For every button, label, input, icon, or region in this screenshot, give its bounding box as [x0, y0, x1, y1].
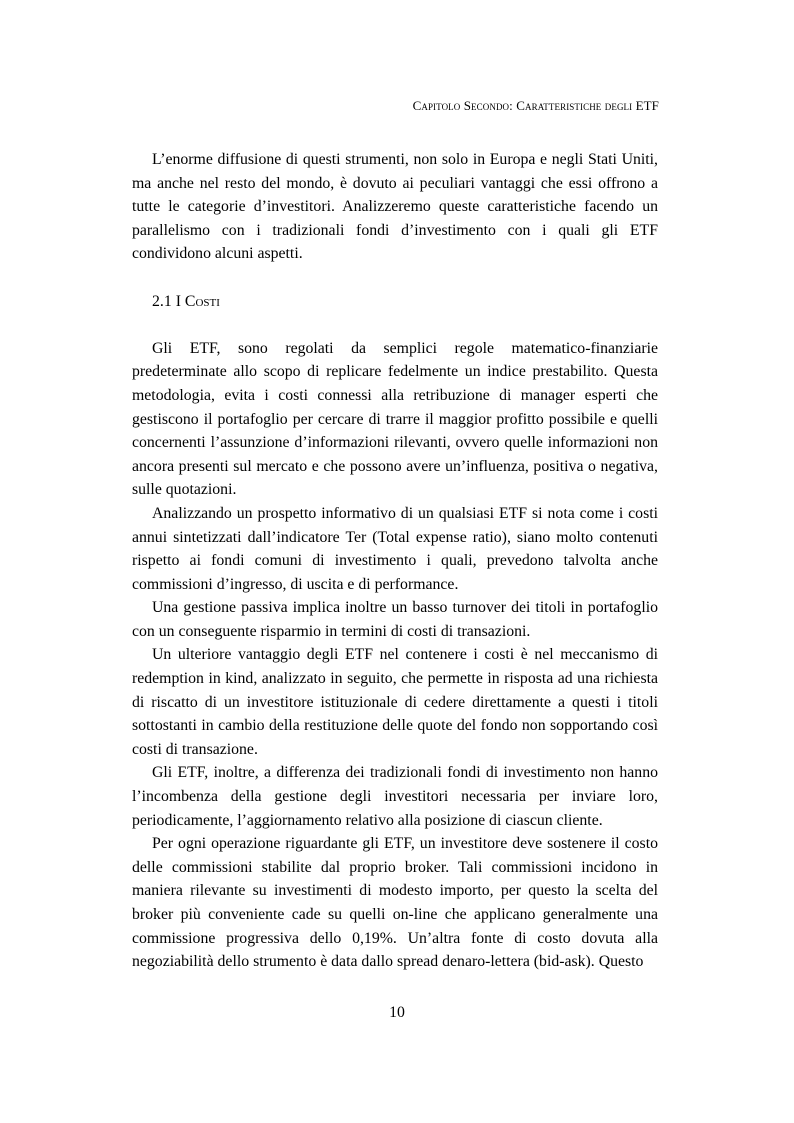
paragraph-5: Gli ETF, inoltre, a differenza dei tradizionali fondi di investimento non hanno l’incombenza della gestione degli investitori necessaria per inviare loro, periodicamente, l’aggiornamento relativo alla posizione di ciascun cliente.	[132, 764, 658, 829]
page-body	[132, 148, 658, 974]
section-heading: 2.1 I Costi	[152, 292, 220, 310]
page-number: 10	[389, 1004, 405, 1021]
intro-paragraph: L’enorme diffusione di questi strumenti, non solo in Europa e negli Stati Uniti, ma anche nel resto del mondo, è dovuto ai peculiari vantaggi che essi offrono a tutte le categorie d’investitori. Analizzeremo queste caratteristiche facendo un parallelismo con i tradizionali fondi d’investimento con i quali gli ETF condividono alcuni aspetti.	[132, 151, 658, 263]
paragraph-6: Per ogni operazione riguardante gli ETF, un investitore deve sostenere il costo delle commissioni stabilite dal proprio broker. Tali commissioni incidono in maniera rilevante su investimenti di modesto importo, per questo la scelta del broker più conveniente cade su quelli on-line che applicano generalmente una commissione progressiva dello 0,19%. Un’altra fonte di costo dovuta alla negoziabilità dello strumento è data dallo spread denaro-lettera (bid-ask). Questo	[132, 835, 658, 971]
paragraph-3: Una gestione passiva implica inoltre un basso turnover dei titoli in portafoglio con un conseguente risparmio in termini di costi di transazioni.	[132, 599, 658, 640]
running-header: Capitolo Secondo: Caratteristiche degli ETF	[412, 98, 659, 113]
paragraph-4: Un ulteriore vantaggio degli ETF nel contenere i costi è nel meccanismo di redemption in kind, analizzato in seguito, che permette in risposta ad una richiesta di riscatto di un investitore istituzionale di cedere direttamente a questi i titoli sottostanti in cambio della restituzione delle quote del fondo non sopportando così costi di transazione.	[132, 646, 658, 758]
paragraph-1: Gli ETF, sono regolati da semplici regole matematico-finanziarie predeterminate allo scopo di replicare fedelmente un indice prestabilito. Questa metodologia, evita i costi connessi alla retribuzione di manager esperti che gestiscono il portafoglio per cercare di trarre il maggior profitto possibile e quelli concernenti l’assunzione d’informazioni rilevanti, ovvero quelle informazioni non ancora presenti sul mercato e che possono avere un’influenza, positiva o negativa, sulle quotazioni.	[132, 339, 658, 499]
paragraph-2: Analizzando un prospetto informativo di un qualsiasi ETF si nota come i costi annui sintetizzati dall’indicatore Ter (Total expense ratio), siano molto contenuti rispetto ai fondi comuni di investimento i quali, prevedono talvolta anche commissioni d’ingresso, di uscita e di performance.	[132, 504, 658, 593]
